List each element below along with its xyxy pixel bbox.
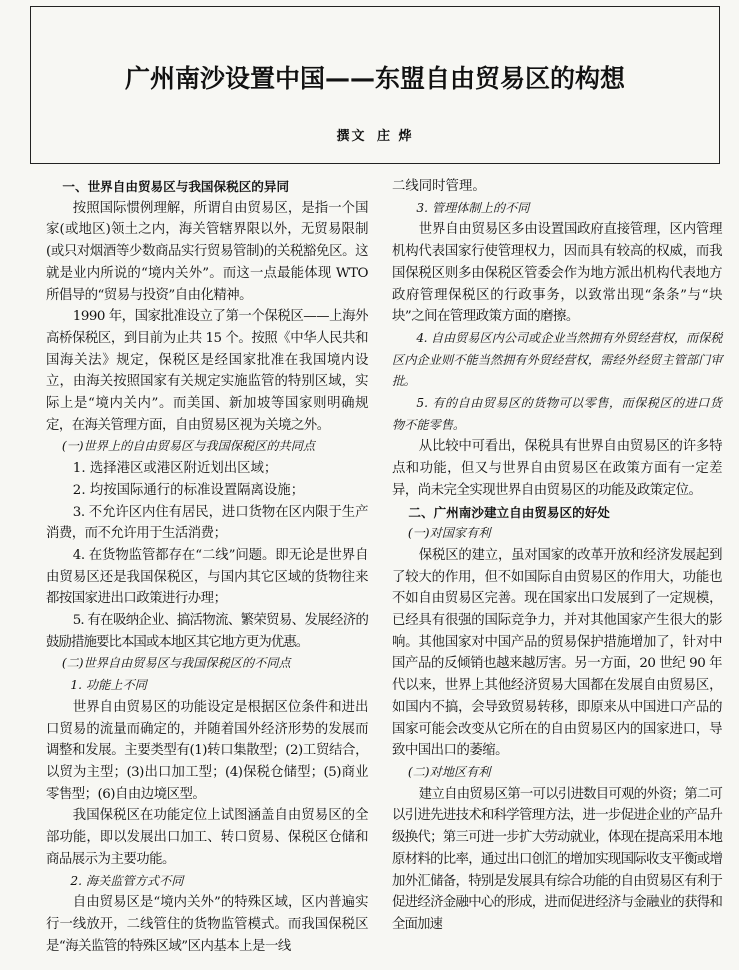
similarity-item: 3. 不允许区内住有居民，进口货物在区内限于生产消费，而不允许用于生活消费；	[46, 504, 368, 542]
section-heading-2: 二、广州南沙建立自由贸易区的好处	[408, 504, 610, 520]
paragraph-continuation: 二线同时管理。	[392, 179, 486, 194]
left-column	[46, 176, 368, 957]
paragraph-national-benefit: 保税区的建立，虽对国家的改革开放和经济发展起到了较大的作用，但不如国际自由贸易区的作用大，功能也不如自由贸易区完善。现在国家出口发展到了一定规模，已经具有很强的国际竞争力，并对其他国家产生很大的影响。其他国家对中国产品的贸易保护措施增加了，针对中国产品的反倾销也越来越厉害。另一方面，20 世纪 90 年代以来，世界上其他经济贸易大国都在发展自由贸易区，如国内不搞，会导致贸易转移，即原来从中国进口产品的国家可能会改变从它所在的自由贸易区内的国家进口，导致中国出口的萎缩。	[392, 547, 722, 759]
author-name: 庄 烨	[377, 129, 414, 144]
paragraph-function-world: 世界自由贸易区的功能设定是根据区位条件和进出口贸易的流量而确定的，并随着国外经济形势的发展而调整和发展。主要类型有(1)转口集散型；(2)工贸结合，以贸为主型；(3)出口加工型；(4)保税仓储型；(5)商业零售型；(6)自由边境区型。	[46, 699, 368, 802]
paragraph-history: 1990 年，国家批准设立了第一个保税区——上海外高桥保税区，到目前为止共 15 个。按照《中华人民共和国海关法》规定，保税区是经国家批准在我国境内设立，由海关按照国家有关规定实施监管的特别区域，实际上是“境内关内”。而美国、新加坡等国家则明确规定，在海关管理方面，自由贸易区视为关境之外。	[46, 309, 368, 433]
difference-heading-function: 1. 功能上不同	[70, 678, 147, 693]
difference-heading-management: 3. 管理体制上的不同	[416, 200, 530, 215]
difference-retail: 5. 有的自由贸易区的货物可以零售，而保税区的进口货物不能零售。	[392, 396, 722, 432]
section-heading-1: 一、世界自由贸易区与我国保税区的异同	[62, 179, 290, 194]
right-column	[392, 176, 722, 936]
paragraph-customs: 自由贸易区是“境内关外”的特殊区域，区内普遍实行一线放开，二线管住的货物监管模式。而我国保税区是“海关监管的特殊区域”区内基本上是一线	[46, 895, 368, 954]
paragraph-management: 世界自由贸易区多由设置国政府直接管理，区内管理机构代表国家行使管理权力，因而具有较高的权威，而我国保税区则多由保税区管委会作为地方派出机构代表地方政府管理保税区的行政事务，以致常出现“条条”与“块块”之间在管理政策方面的磨擦。	[392, 222, 722, 325]
paragraph-function-china: 我国保税区在功能定位上试图涵盖自由贸易区的全部功能，即以发展出口加工、转口贸易、保税区仓储和商品展示为主要功能。	[46, 808, 368, 867]
byline-label: 撰文	[336, 129, 367, 144]
article-title: 广州南沙设置中国——东盟自由贸易区的构想	[124, 64, 625, 93]
difference-trade-rights: 4. 自由贸易区内公司或企业当然拥有外贸经营权，而保税区内企业则不能当然拥有外贸经营权，需经外经贸主管部门审批。	[392, 330, 722, 389]
subheading-differences: (二)世界自由贸易区与我国保税区的不同点	[61, 656, 291, 671]
subheading-regional-benefit: (二)对地区有利	[407, 764, 491, 779]
similarity-item: 1. 选择港区或港区附近划出区域；	[72, 461, 278, 477]
byline	[31, 125, 719, 144]
title-box	[30, 6, 720, 164]
subheading-national-benefit: (一)对国家有利	[407, 526, 491, 541]
subheading-similarities: (一)世界上的自由贸易区与我国保税区的共同点	[61, 439, 316, 454]
paragraph-definition: 按照国际惯例理解，所谓自由贸易区，是指一个国家(或地区)领土之内，海关管辖界限以外，无贸易限制(或只对烟酒等少数商品实行贸易管制)的关税豁免区。这就是业内所说的“境内关外”。而这一点最能体现 WTO 所倡导的“贸易与投资”自由化精神。	[46, 200, 368, 303]
difference-heading-customs: 2. 海关监管方式不同	[70, 873, 184, 888]
paragraph-summary: 从比较中可看出，保税具有世界自由贸易区的许多特点和功能，但又与世界自由贸易区在政策方面有一定差异，尚未完全实现世界自由贸易区的功能及政策定位。	[392, 439, 722, 498]
similarity-item: 2. 均按国际通行的标准设置隔离设施；	[72, 482, 305, 498]
paragraph-regional-benefit: 建立自由贸易区第一可以引进数目可观的外资；第二可以引进先进技术和科学管理方法，进一步促进企业的产品升级换代；第三可进一步扩大劳动就业，体现在提高采用本地原材料的比率，通过出口创汇的增加实现国际收支平衡或增加外汇储备，特别是发展具有综合功能的自由贸易区有利于促进经济金融中心的形成，进而促进经济与金融业的获得和全面加速	[392, 786, 722, 932]
similarity-item: 5. 有在吸纳企业、搞活物流、繁荣贸易、发展经济的鼓励措施要比本国或本地区其它地方更为优惠。	[46, 613, 368, 650]
similarity-item: 4. 在货物监管都存在“二线”问题。即无论是世界自由贸易区还是我国保税区，与国内其它区域的货物往来都按国家进出口政策进行办理；	[46, 547, 368, 607]
